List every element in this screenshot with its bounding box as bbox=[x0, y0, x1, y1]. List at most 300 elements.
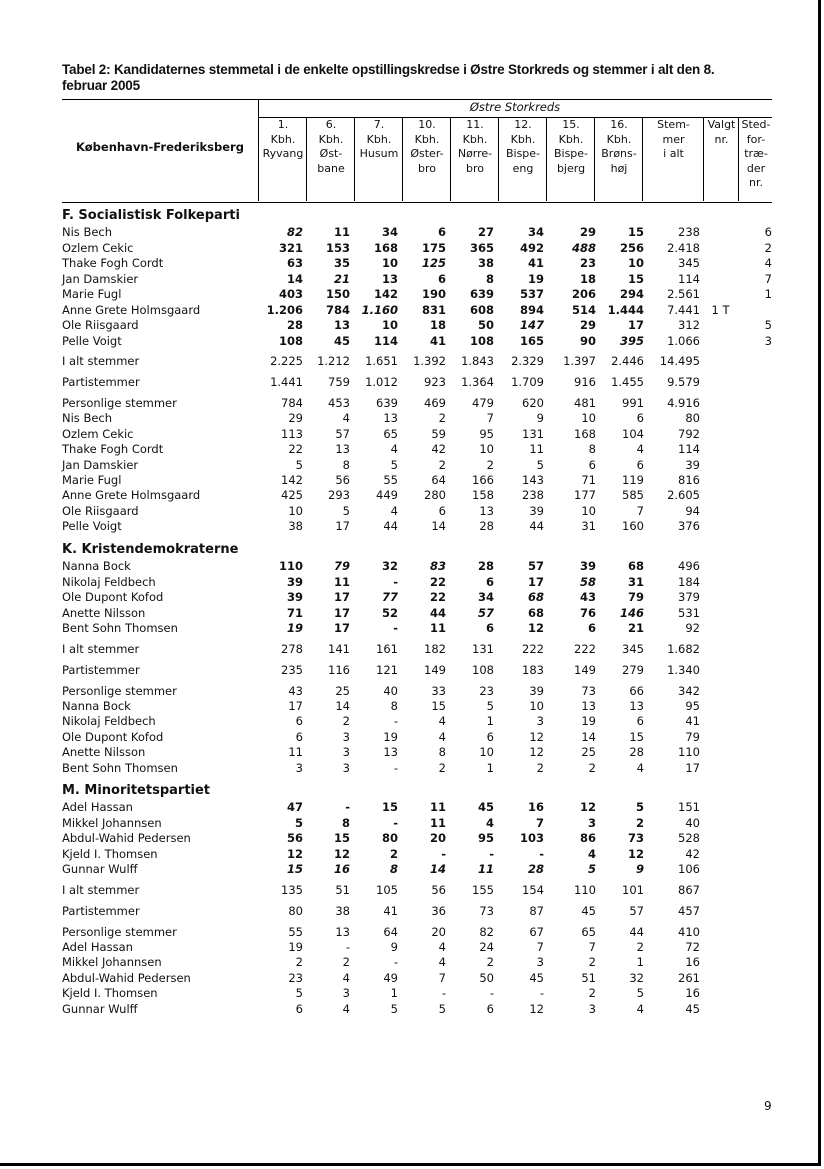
table-cell: 44 bbox=[629, 924, 644, 939]
table-cell: 28 bbox=[527, 862, 544, 876]
table-cell: 27 bbox=[477, 225, 494, 239]
table-cell: 5 bbox=[390, 1001, 398, 1016]
candidate-row bbox=[62, 225, 772, 240]
table-cell: 95 bbox=[685, 698, 700, 713]
table-cell: 206 bbox=[571, 287, 596, 301]
table-cell: 608 bbox=[469, 302, 494, 317]
column-header: 16. Kbh. Brøns- høj bbox=[594, 118, 643, 201]
table-cell: 457 bbox=[678, 903, 700, 918]
table-cell: 6 bbox=[295, 1001, 303, 1016]
table-cell: 110 bbox=[574, 882, 596, 897]
table-cell: 113 bbox=[281, 426, 303, 441]
table-cell: 10 bbox=[581, 411, 596, 426]
table-cell: 2 bbox=[588, 986, 596, 1001]
table-cell: 1.843 bbox=[461, 354, 494, 368]
table-cell: 45 bbox=[333, 333, 350, 348]
table-cell: 141 bbox=[328, 641, 350, 656]
table-cell: 514 bbox=[571, 302, 596, 317]
table-cell: 23 bbox=[579, 256, 596, 270]
table-cell: 150 bbox=[325, 287, 350, 301]
table-cell: 620 bbox=[522, 396, 544, 410]
table-cell: 15 bbox=[286, 862, 303, 876]
table-cell: 80 bbox=[685, 411, 700, 426]
table-cell: 11 bbox=[429, 621, 446, 635]
table-cell: 50 bbox=[479, 970, 494, 985]
party-heading: K. Kristendemokraterne bbox=[62, 542, 239, 557]
table-cell: 4 bbox=[438, 939, 446, 954]
row-label: Ole Riisgaard bbox=[62, 318, 139, 332]
personal-row bbox=[62, 761, 772, 776]
table-cell: 639 bbox=[469, 287, 494, 301]
table-cell: 39 bbox=[286, 590, 303, 604]
row-label: Nanna Bock bbox=[62, 559, 131, 573]
table-cell: 2 bbox=[438, 411, 446, 426]
column-header: 7. Kbh. Husum bbox=[354, 118, 403, 201]
table-cell: 104 bbox=[622, 426, 644, 441]
row-label: Personlige stemmer bbox=[62, 683, 177, 698]
table-cell: 321 bbox=[278, 240, 303, 255]
table-cell: 8 bbox=[390, 698, 398, 713]
table-cell: 18 bbox=[579, 271, 596, 286]
table-cell: 867 bbox=[678, 882, 700, 897]
table-cell: 67 bbox=[529, 924, 544, 939]
table-cell: 2 bbox=[588, 760, 596, 775]
row-label: Kjeld I. Thomsen bbox=[62, 846, 158, 861]
table-cell: 125 bbox=[421, 256, 446, 270]
table-cell: 12 bbox=[529, 1001, 544, 1016]
table-cell: 12 bbox=[527, 621, 544, 635]
table-cell: 114 bbox=[373, 333, 398, 348]
row-label: Thake Fogh Cordt bbox=[62, 256, 164, 270]
table-cell: 5 bbox=[295, 457, 303, 472]
table-cell: - bbox=[393, 621, 398, 635]
table-cell: 50 bbox=[477, 318, 494, 332]
table-cell: 23 bbox=[479, 683, 494, 698]
table-cell: 15 bbox=[627, 271, 644, 286]
table-cell: 72 bbox=[685, 939, 700, 954]
row-label: Abdul-Wahid Pedersen bbox=[62, 831, 191, 845]
table-cell: 56 bbox=[431, 882, 446, 897]
table-cell: 28 bbox=[629, 745, 644, 760]
column-header: Sted- for- træ- der nr. bbox=[738, 118, 773, 201]
table-cell: 31 bbox=[627, 574, 644, 589]
table-cell: 143 bbox=[522, 473, 544, 487]
personal-row bbox=[62, 986, 772, 1001]
table-cell: 4 bbox=[390, 503, 398, 518]
table-cell: 5 bbox=[486, 698, 494, 713]
column-header: 12. Kbh. Bispe- eng bbox=[498, 118, 547, 201]
table-cell: 365 bbox=[469, 240, 494, 255]
table-cell: 3 bbox=[342, 760, 350, 775]
table-cell: 17 bbox=[333, 590, 350, 604]
table-cell: 160 bbox=[622, 519, 644, 534]
table-cell: 5 bbox=[342, 503, 350, 518]
table-cell: 2 bbox=[342, 955, 350, 970]
table-cell: 131 bbox=[472, 641, 494, 656]
table-cell: 77 bbox=[381, 590, 398, 604]
table-cell: 2 bbox=[295, 955, 303, 970]
table-cell: 1.444 bbox=[607, 302, 644, 317]
table-cell: 16 bbox=[333, 862, 350, 876]
table-cell: 38 bbox=[335, 903, 350, 918]
table-cell: 2 bbox=[764, 240, 772, 255]
table-cell: 17 bbox=[335, 519, 350, 534]
personal-row bbox=[62, 699, 772, 714]
table-cell: 6 bbox=[636, 714, 644, 729]
row-label: Bent Sohn Thomsen bbox=[62, 621, 178, 635]
table-cell: 17 bbox=[333, 621, 350, 635]
table-cell: 80 bbox=[288, 903, 303, 918]
table-cell: 312 bbox=[678, 318, 700, 332]
table-cell: 222 bbox=[574, 641, 596, 656]
table-cell: 31 bbox=[581, 519, 596, 534]
table-cell: 4 bbox=[438, 729, 446, 744]
candidate-row bbox=[62, 575, 772, 590]
table-cell: 168 bbox=[373, 240, 398, 255]
table-cell: 15 bbox=[333, 831, 350, 845]
table-cell: 94 bbox=[685, 503, 700, 518]
table-cell: 256 bbox=[619, 240, 644, 255]
table-cell: 3 bbox=[536, 714, 544, 729]
table-cell: 7 bbox=[588, 939, 596, 954]
table-cell: 73 bbox=[627, 831, 644, 845]
candidate-row bbox=[62, 621, 772, 636]
table-cell: 22 bbox=[429, 590, 446, 604]
table-cell: 1.212 bbox=[317, 354, 350, 368]
table-cell: 59 bbox=[431, 426, 446, 441]
page-number: 9 bbox=[764, 1099, 772, 1113]
storkreds-header: Østre Storkreds bbox=[258, 100, 772, 118]
table-cell: 153 bbox=[325, 240, 350, 255]
table-cell: 1 bbox=[486, 714, 494, 729]
table-cell: 17 bbox=[333, 605, 350, 620]
table-cell: 488 bbox=[571, 240, 596, 255]
table-cell: 4 bbox=[764, 256, 772, 270]
table-cell: 10 bbox=[581, 503, 596, 518]
table-cell: 4 bbox=[636, 442, 644, 457]
table-cell: 66 bbox=[629, 683, 644, 698]
row-label: Pelle Voigt bbox=[62, 333, 122, 348]
row-label: Personlige stemmer bbox=[62, 396, 177, 410]
table-cell: 9.579 bbox=[667, 375, 700, 389]
table-cell: 28 bbox=[286, 318, 303, 332]
table-cell: - bbox=[393, 955, 398, 970]
table-cell: 531 bbox=[678, 605, 700, 620]
table-cell: 345 bbox=[678, 256, 700, 270]
candidate-row bbox=[62, 287, 772, 302]
table-cell: 14 bbox=[581, 729, 596, 744]
personal-row bbox=[62, 427, 772, 442]
table-cell: 16 bbox=[685, 955, 700, 970]
table-cell: 19 bbox=[288, 939, 303, 954]
table-cell: 280 bbox=[424, 488, 446, 503]
table-cell: 21 bbox=[333, 271, 350, 286]
table-cell: 17 bbox=[685, 760, 700, 775]
table-cell: 6 bbox=[486, 729, 494, 744]
table-cell: 7 bbox=[764, 271, 772, 286]
personal-row bbox=[62, 473, 772, 488]
table-cell: 14.495 bbox=[659, 354, 700, 368]
row-label: Nikolaj Feldbech bbox=[62, 714, 156, 729]
table-cell: 147 bbox=[519, 318, 544, 332]
table-cell: 12 bbox=[333, 846, 350, 861]
candidate-row bbox=[62, 256, 772, 271]
candidate-row bbox=[62, 862, 772, 877]
table-cell: 47 bbox=[286, 800, 303, 814]
table-cell: 2 bbox=[486, 955, 494, 970]
table-cell: 95 bbox=[479, 426, 494, 441]
table-cell: 1.455 bbox=[611, 375, 644, 389]
table-cell: 6 bbox=[587, 621, 596, 635]
table-cell: 166 bbox=[472, 473, 494, 487]
table-cell: 916 bbox=[574, 375, 596, 389]
table-cell: 496 bbox=[678, 559, 700, 573]
table-cell: 52 bbox=[381, 605, 398, 620]
row-label: Personlige stemmer bbox=[62, 924, 177, 939]
table-cell: 32 bbox=[381, 559, 398, 573]
table-cell: 39 bbox=[579, 559, 596, 573]
table-cell: 57 bbox=[477, 605, 494, 620]
row-label: Kjeld I. Thomsen bbox=[62, 986, 158, 1001]
table-cell: 56 bbox=[286, 831, 303, 845]
table-cell: 121 bbox=[376, 662, 398, 677]
table-cell: 9 bbox=[536, 411, 544, 426]
table-cell: 119 bbox=[622, 473, 644, 487]
row-label: Gunnar Wulff bbox=[62, 1001, 138, 1016]
table-cell: 8 bbox=[438, 745, 446, 760]
party-heading: F. Socialistisk Folkeparti bbox=[62, 208, 240, 223]
table-cell: 4 bbox=[587, 846, 596, 861]
table-cell: 7 bbox=[535, 815, 544, 830]
table-cell: 177 bbox=[574, 488, 596, 503]
row-label: Adel Hassan bbox=[62, 939, 133, 954]
table-cell: 1.012 bbox=[365, 375, 398, 389]
table-cell: 2.418 bbox=[667, 240, 700, 255]
table-cell: 11 bbox=[529, 442, 544, 457]
table-cell: 395 bbox=[619, 333, 644, 348]
table-cell: 6 bbox=[437, 271, 446, 286]
table-cell: 12 bbox=[627, 846, 644, 861]
row-label: Partistemmer bbox=[62, 903, 140, 918]
table-cell: 4 bbox=[485, 815, 494, 830]
table-cell: 44 bbox=[383, 519, 398, 534]
table-cell: 57 bbox=[527, 559, 544, 573]
table-cell: - bbox=[393, 574, 398, 589]
row-label: Ozlem Cekic bbox=[62, 426, 134, 441]
table-cell: 12 bbox=[529, 745, 544, 760]
party-heading: M. Minoritetspartiet bbox=[62, 783, 211, 798]
table-cell: 55 bbox=[288, 924, 303, 939]
personal-row bbox=[62, 955, 772, 970]
table-cell: 294 bbox=[619, 287, 644, 301]
column-header: Stem- mer i alt bbox=[642, 118, 704, 201]
table-cell: 45 bbox=[685, 1001, 700, 1016]
table-cell: 39 bbox=[685, 457, 700, 472]
table-cell: 11 bbox=[333, 225, 350, 239]
table-cell: 15 bbox=[627, 225, 644, 239]
table-cell: 5 bbox=[635, 800, 644, 814]
header-divider bbox=[258, 100, 259, 201]
table-cell: 165 bbox=[519, 333, 544, 348]
table-cell: 831 bbox=[421, 302, 446, 317]
table-cell: 35 bbox=[333, 256, 350, 270]
table-cell: 71 bbox=[286, 605, 303, 620]
table-cell: 7 bbox=[438, 970, 446, 985]
personal-row bbox=[62, 411, 772, 426]
table-cell: 114 bbox=[678, 271, 700, 286]
table-cell: 4 bbox=[390, 442, 398, 457]
table-cell: 105 bbox=[376, 882, 398, 897]
table-cell: 19 bbox=[527, 271, 544, 286]
table-cell: 114 bbox=[678, 442, 700, 457]
table-cell: 42 bbox=[685, 846, 700, 861]
table-cell: 40 bbox=[685, 815, 700, 830]
table-cell: 142 bbox=[373, 287, 398, 301]
column-header: 6. Kbh. Øst- bane bbox=[306, 118, 355, 201]
table-cell: 1.682 bbox=[667, 641, 700, 656]
table-cell: 4 bbox=[342, 1001, 350, 1016]
table-cell: 1 bbox=[486, 760, 494, 775]
table-cell: 34 bbox=[527, 225, 544, 239]
table-cell: - bbox=[393, 760, 398, 775]
table-cell: 7 bbox=[636, 503, 644, 518]
table-cell: 6 bbox=[437, 225, 446, 239]
table-cell: 2 bbox=[486, 457, 494, 472]
table-cell: 38 bbox=[288, 519, 303, 534]
table-cell: 14 bbox=[286, 271, 303, 286]
table-cell: 33 bbox=[431, 683, 446, 698]
table-cell: 6 bbox=[485, 574, 494, 589]
personal-row bbox=[62, 730, 772, 745]
table-cell: 3 bbox=[342, 986, 350, 1001]
table-cell: 8 bbox=[341, 815, 350, 830]
table-cell: 3 bbox=[588, 1001, 596, 1016]
table-cell: - bbox=[345, 800, 350, 814]
table-cell: 1 bbox=[636, 955, 644, 970]
table-cell: 278 bbox=[281, 641, 303, 656]
table-cell: 5 bbox=[294, 815, 303, 830]
row-label: Nanna Bock bbox=[62, 698, 131, 713]
table-cell: 13 bbox=[383, 745, 398, 760]
table-cell: 29 bbox=[579, 318, 596, 332]
table-cell: 168 bbox=[574, 426, 596, 441]
table-cell: 13 bbox=[581, 698, 596, 713]
table-cell: 469 bbox=[424, 396, 446, 410]
table-cell: 403 bbox=[278, 287, 303, 301]
candidate-row bbox=[62, 559, 772, 574]
table-cell: 19 bbox=[383, 729, 398, 744]
table-cell: 784 bbox=[325, 302, 350, 317]
table-cell: 15 bbox=[629, 729, 644, 744]
table-cell: 92 bbox=[685, 621, 700, 635]
table-cell: 17 bbox=[627, 318, 644, 332]
table-cell: - bbox=[539, 986, 544, 1001]
table-cell: 51 bbox=[581, 970, 596, 985]
table-cell: 1 bbox=[764, 287, 772, 301]
table-cell: 4.916 bbox=[667, 396, 700, 410]
table-cell: 12 bbox=[286, 846, 303, 861]
candidate-row bbox=[62, 831, 772, 846]
table-cell: 116 bbox=[328, 662, 350, 677]
table-cell: 5 bbox=[587, 862, 596, 876]
table-cell: 13 bbox=[629, 698, 644, 713]
table-cell: 39 bbox=[529, 503, 544, 518]
table-cell: 6 bbox=[295, 729, 303, 744]
table-cell: 51 bbox=[335, 882, 350, 897]
table-cell: 7 bbox=[536, 939, 544, 954]
row-label: Mikkel Johannsen bbox=[62, 955, 162, 970]
table-cell: 110 bbox=[678, 745, 700, 760]
table-cell: 71 bbox=[581, 473, 596, 487]
column-header: 10. Kbh. Øster- bro bbox=[402, 118, 451, 201]
table-cell: 923 bbox=[424, 375, 446, 389]
table-cell: 5 bbox=[536, 457, 544, 472]
table-cell: 23 bbox=[288, 970, 303, 985]
table-cell: 149 bbox=[574, 662, 596, 677]
table-cell: 43 bbox=[579, 590, 596, 604]
table-cell: 32 bbox=[629, 970, 644, 985]
table-cell: 11 bbox=[477, 862, 494, 876]
table-cell: 6 bbox=[486, 1001, 494, 1016]
table-cell: 7 bbox=[486, 411, 494, 426]
table-cell: 40 bbox=[383, 683, 398, 698]
table-cell: 13 bbox=[333, 318, 350, 332]
table-cell: 41 bbox=[383, 903, 398, 918]
table-cell: 5 bbox=[438, 1001, 446, 1016]
table-cell: 222 bbox=[522, 641, 544, 656]
table-cell: 17 bbox=[527, 574, 544, 589]
row-label: Anne Grete Holmsgaard bbox=[62, 302, 201, 317]
table-cell: 86 bbox=[579, 831, 596, 845]
table-cell: 2.225 bbox=[270, 354, 303, 368]
table-cell: 175 bbox=[421, 240, 446, 255]
table-cell: 759 bbox=[328, 375, 350, 389]
column-header: Valgt nr. bbox=[703, 118, 739, 201]
table-cell: 142 bbox=[281, 473, 303, 487]
table-cell: 13 bbox=[381, 271, 398, 286]
table-cell: - bbox=[441, 986, 446, 1001]
table-cell: 45 bbox=[529, 970, 544, 985]
table-cell: 9 bbox=[635, 862, 644, 876]
candidate-row bbox=[62, 816, 772, 831]
table-cell: 4 bbox=[438, 955, 446, 970]
row-label: Ole Dupont Kofod bbox=[62, 729, 164, 744]
candidate-row bbox=[62, 272, 772, 287]
table-cell: - bbox=[489, 986, 494, 1001]
candidate-row bbox=[62, 590, 772, 605]
table-cell: 43 bbox=[288, 683, 303, 698]
table-cell: 894 bbox=[519, 302, 544, 317]
table-cell: 8 bbox=[588, 442, 596, 457]
table-cell: 1.651 bbox=[365, 354, 398, 368]
personal-row bbox=[62, 458, 772, 473]
table-cell: 155 bbox=[472, 882, 494, 897]
table-cell: 238 bbox=[678, 225, 700, 239]
table-cell: 184 bbox=[678, 574, 700, 589]
table-cell: 3 bbox=[536, 955, 544, 970]
table-cell: 4 bbox=[636, 1001, 644, 1016]
table-cell: - bbox=[489, 846, 494, 861]
table-cell: - bbox=[539, 846, 544, 861]
table-cell: 161 bbox=[376, 641, 398, 656]
table-cell: 80 bbox=[381, 831, 398, 845]
table-cell: 9 bbox=[390, 939, 398, 954]
table-cell: 108 bbox=[472, 662, 494, 677]
table-cell: 13 bbox=[479, 503, 494, 518]
row-label: Nis Bech bbox=[62, 225, 113, 239]
table-cell: 1.709 bbox=[511, 375, 544, 389]
table-cell: 79 bbox=[333, 559, 350, 573]
